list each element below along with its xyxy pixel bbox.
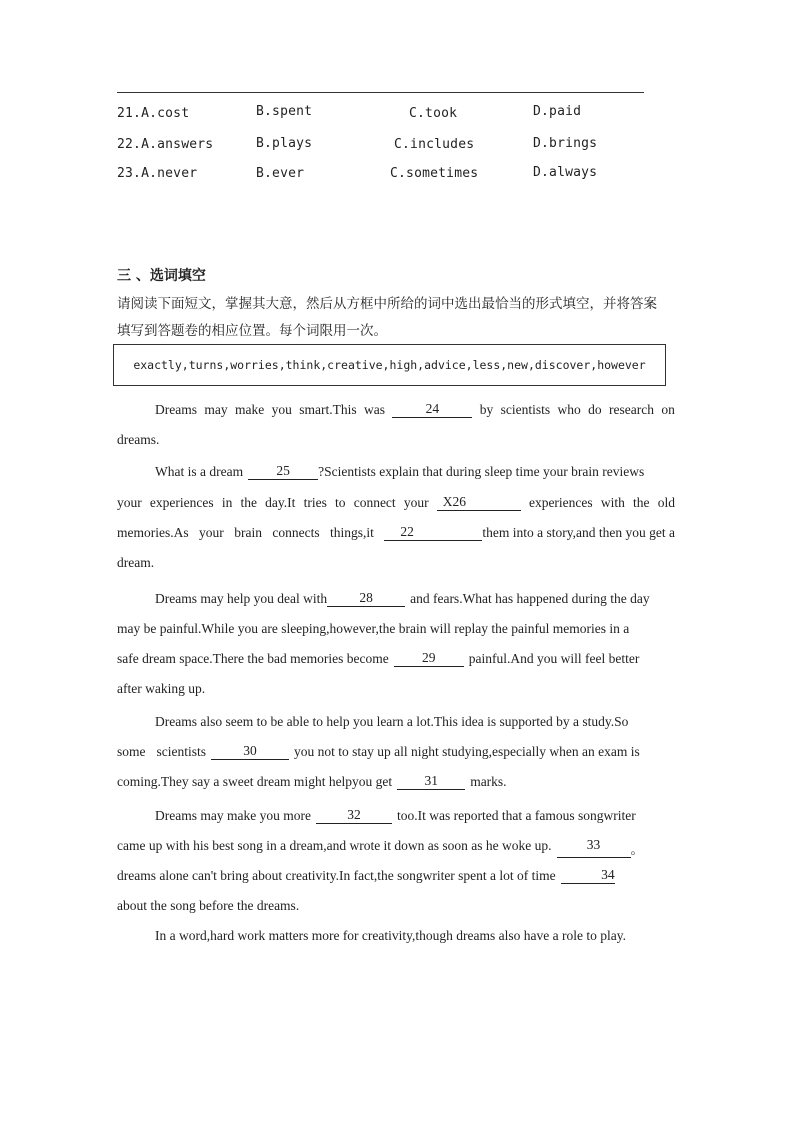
blank-28[interactable]: 28: [327, 591, 405, 607]
blank-27[interactable]: 22: [384, 525, 482, 541]
option-21-d: D.paid: [533, 104, 582, 119]
word: make: [234, 402, 265, 417]
p5-line-2: [117, 838, 675, 858]
text: painful.And you will feel better: [468, 651, 640, 666]
word: smart.This: [299, 402, 357, 417]
text: coming.They say a sweet dream might helpyou get: [117, 774, 393, 789]
text: dreams alone can't bring about creativity.In fact,the songwriter spent a lot of time: [117, 868, 556, 883]
option-21-b: B.spent: [256, 104, 313, 119]
text: and fears.What has happened during the day: [410, 591, 650, 606]
word: the: [240, 495, 257, 510]
word: by: [479, 402, 494, 417]
text: some: [117, 744, 146, 759]
word: was: [363, 402, 385, 417]
blank-33[interactable]: 33: [557, 838, 631, 858]
instructions-line-1: 请阅读下面短文，掌握其大意，然后从方框中所给的词中选出最恰当的形式填空，并将答案: [117, 296, 657, 312]
word: you: [271, 402, 292, 417]
word: to: [335, 495, 346, 510]
word: experiences: [528, 495, 593, 510]
word: old: [657, 495, 675, 510]
text: ?Scientists explain that during sleep time your brain reviews: [318, 464, 645, 479]
text: safe dream space.There the bad memories become: [117, 651, 389, 666]
p4-line-2: [117, 744, 675, 760]
p2-line-3: [117, 525, 675, 541]
blank-29[interactable]: 29: [394, 651, 464, 667]
text: marks.: [470, 774, 507, 789]
text: about the song before the dreams.: [117, 898, 300, 913]
word: on: [661, 402, 675, 417]
text: In a word,hard work matters more for creativity,though dreams also have a role to play.: [155, 928, 626, 943]
p2-line-2: [117, 495, 675, 511]
word: research: [608, 402, 654, 417]
top-divider: [117, 92, 644, 93]
option-23-d: D.always: [533, 165, 598, 180]
p6-line-1: [155, 928, 675, 944]
blank-24[interactable]: 24: [392, 402, 472, 418]
p3-line-1: [155, 591, 675, 607]
p1-line-1: [155, 402, 675, 418]
option-22-c: C.includes: [394, 137, 475, 152]
option-22-b: B.plays: [256, 136, 313, 151]
word: tries: [303, 495, 327, 510]
option-22-a: 22.A.answers: [117, 137, 214, 152]
p2-line-4: [117, 555, 675, 571]
text: after waking up.: [117, 681, 206, 696]
option-21-c: C.took: [409, 106, 458, 121]
text: dreams.: [117, 432, 160, 447]
p3-line-2: [117, 621, 675, 637]
p2-line-1: [155, 464, 675, 480]
text: dream.: [117, 555, 155, 570]
option-23-b: B.ever: [256, 166, 305, 181]
blank-25[interactable]: 25: [248, 464, 318, 480]
section-title: 三 、选词填空: [117, 268, 206, 284]
instructions-line-2: 填写到答题卷的相应位置。每个词限用一次。: [117, 323, 387, 339]
p3-line-3: [117, 651, 675, 667]
word: brain: [234, 525, 262, 540]
text: scientists: [156, 744, 206, 759]
p5-line-4: [117, 898, 675, 914]
p5-line-3: [117, 868, 675, 884]
option-21-a: 21.A.cost: [117, 106, 190, 121]
p3-line-4: [117, 681, 675, 697]
word: memories.As: [117, 525, 189, 540]
blank-31[interactable]: 31: [397, 774, 465, 790]
p4-line-3: [117, 774, 675, 790]
word: your: [199, 525, 224, 540]
blank-26[interactable]: X26: [437, 495, 521, 511]
text: you not to stay up all night studying,especially when an exam is: [294, 744, 640, 759]
option-23-a: 23.A.never: [117, 166, 198, 181]
text: them into a story,and then you get a: [482, 525, 675, 540]
text: What is a dream: [155, 464, 244, 479]
text: too.It was reported that a famous songwriter: [396, 808, 636, 823]
word: do: [588, 402, 602, 417]
text: may be painful.While you are sleeping,however,the brain will replay the painful memories in a: [117, 621, 630, 636]
word: connects: [272, 525, 320, 540]
word: in: [221, 495, 233, 510]
blank-34[interactable]: 34: [561, 868, 615, 884]
text: Dreams also seem to be able to help you learn a lot.This idea is supported by a study.So: [155, 714, 629, 729]
word: experiences: [149, 495, 214, 510]
word: who: [557, 402, 581, 417]
text: 。: [630, 842, 645, 857]
word: the: [633, 495, 650, 510]
word-bank-box: [113, 344, 666, 386]
word-bank-text: exactly,turns,worries,think,creative,high,advice,less,new,discover,however: [133, 358, 646, 372]
blank-30[interactable]: 30: [211, 744, 289, 760]
word: with: [600, 495, 625, 510]
blank-32[interactable]: 32: [316, 808, 392, 824]
p4-line-1: [155, 714, 675, 730]
p1-line-2: [117, 432, 675, 448]
word: scientists: [500, 402, 551, 417]
word: Dreams: [155, 402, 197, 417]
option-23-c: C.sometimes: [390, 166, 479, 181]
word: connect: [353, 495, 396, 510]
text: Dreams may make you more: [155, 808, 311, 823]
p5-line-1: [155, 808, 675, 824]
word: may: [204, 402, 228, 417]
word: day.It: [265, 495, 296, 510]
text: Dreams may help you deal with: [155, 591, 328, 606]
word: your: [403, 495, 429, 510]
text: came up with his best song in a dream,and wrote it down as soon as he woke up.: [117, 838, 552, 853]
word: your: [117, 495, 142, 510]
option-22-d: D.brings: [533, 136, 598, 151]
word: things,it: [330, 525, 374, 540]
